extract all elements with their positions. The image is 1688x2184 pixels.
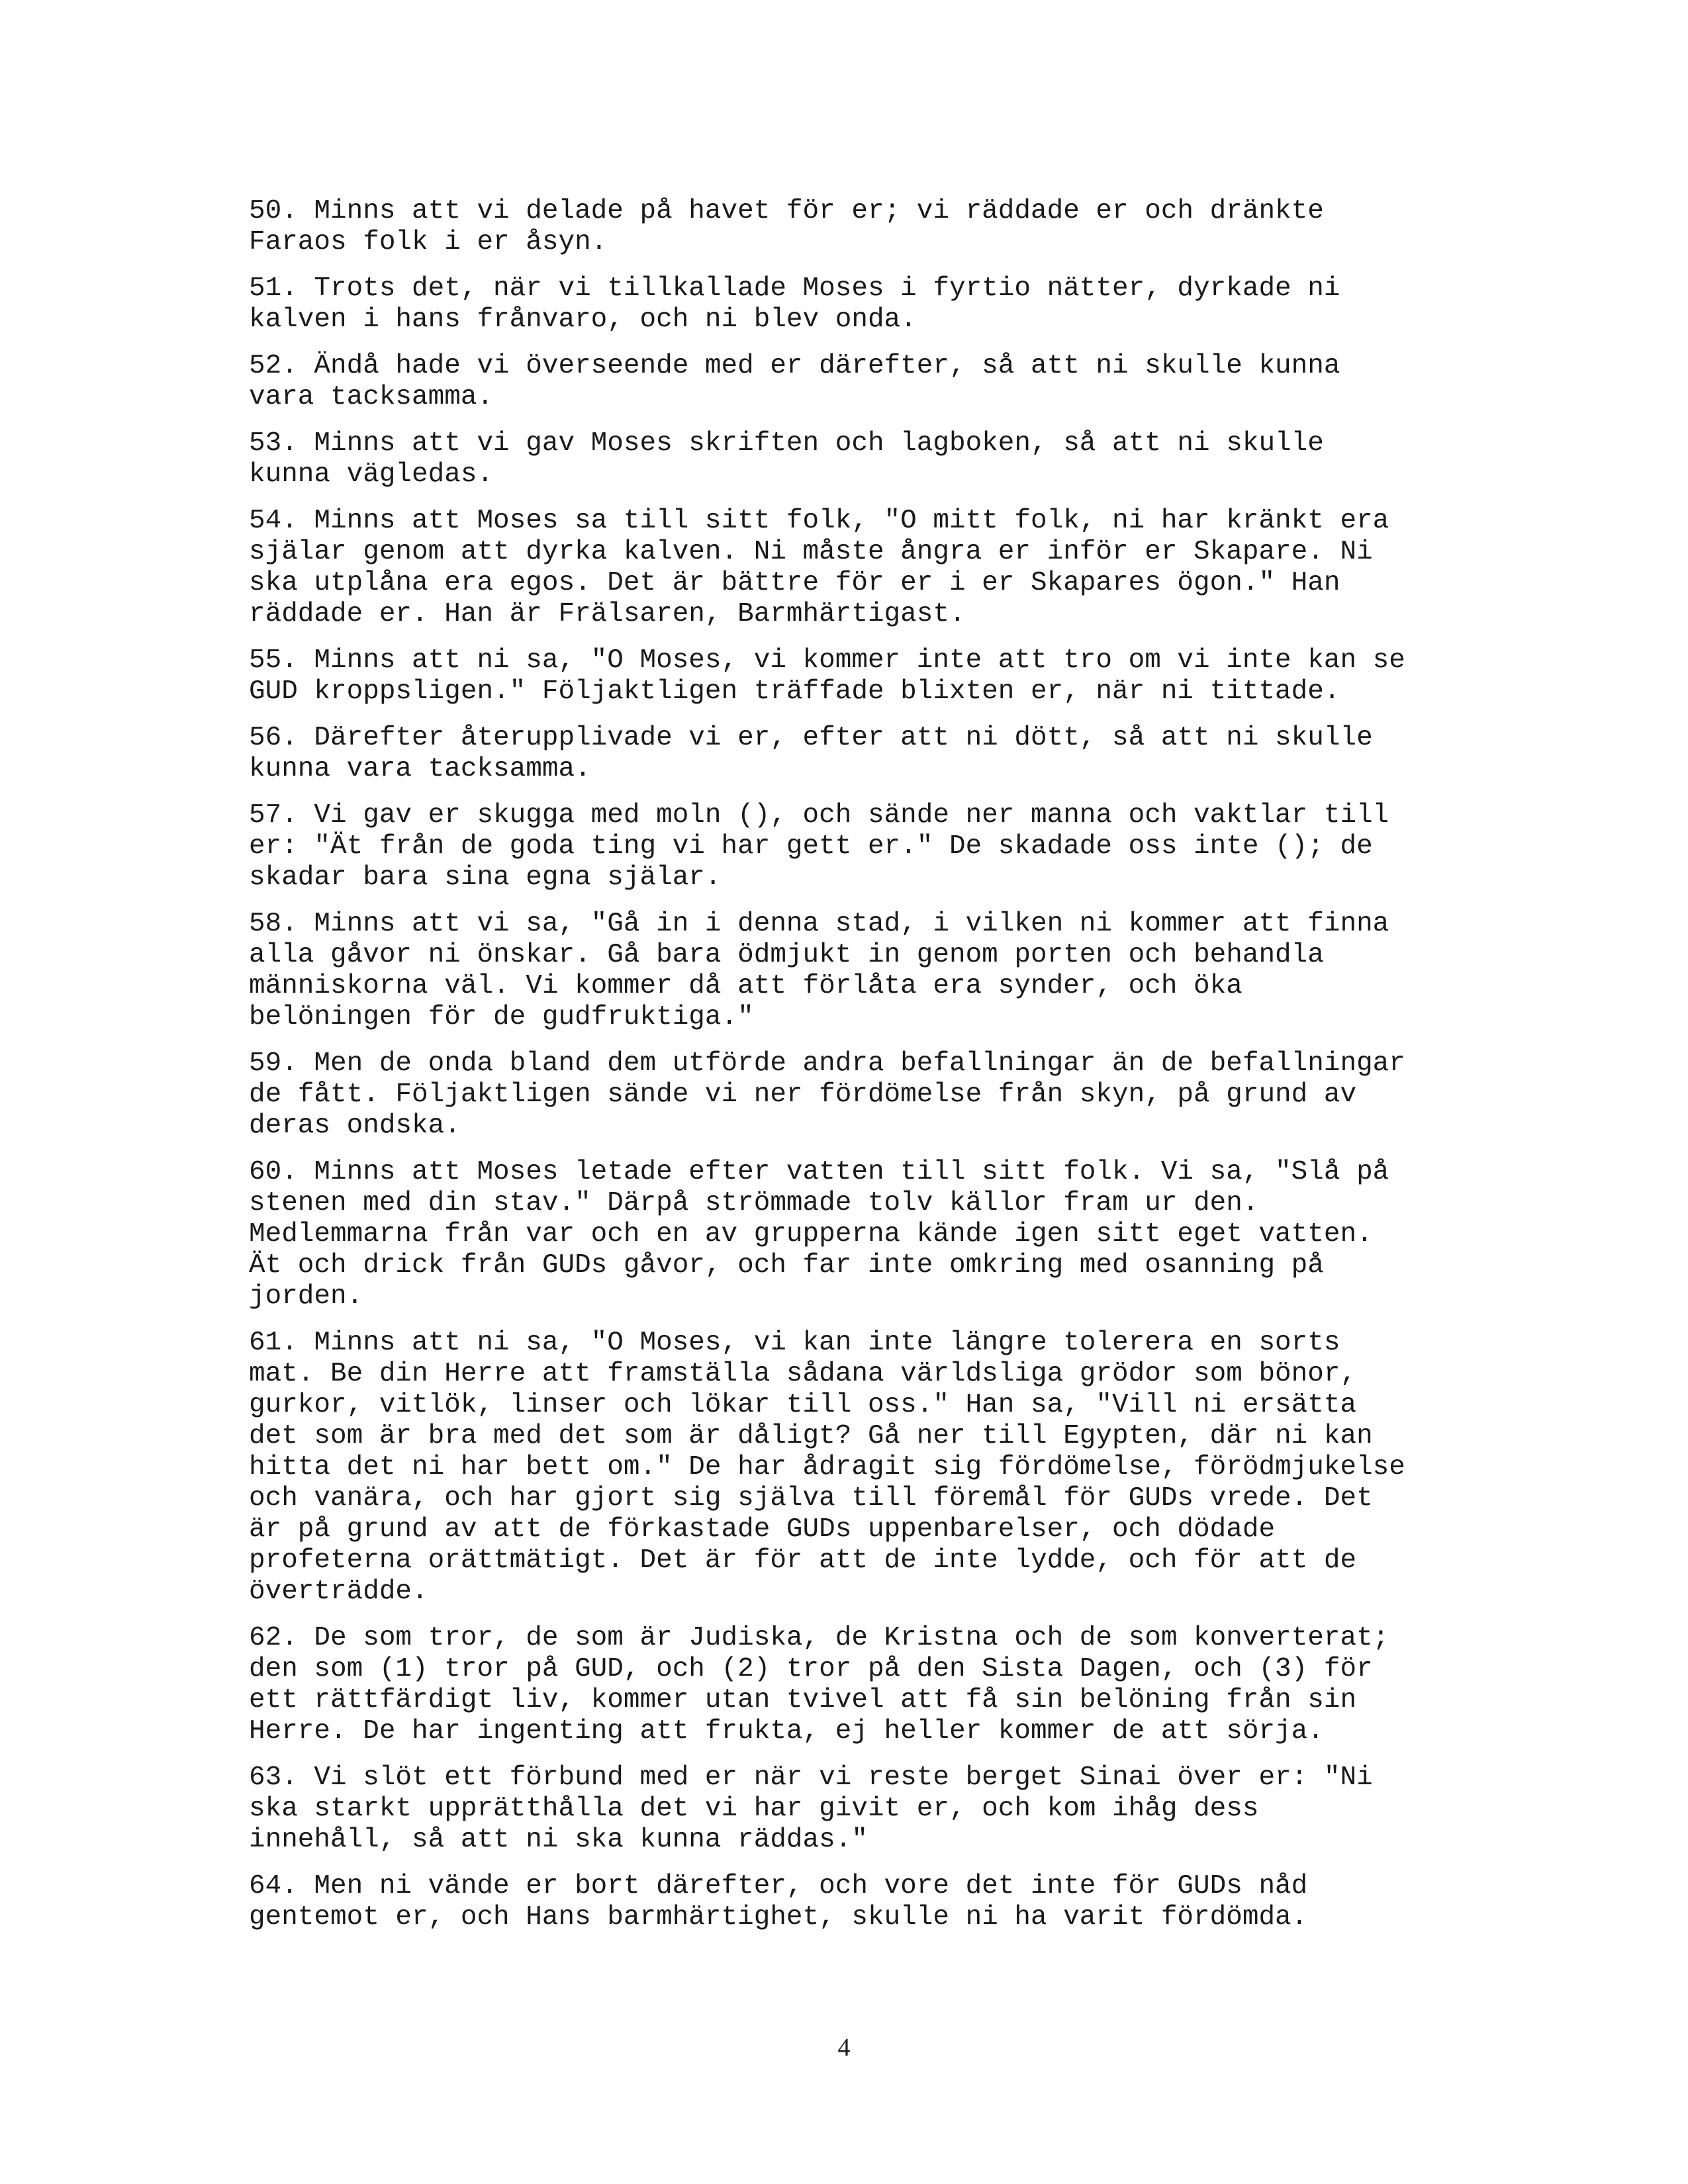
verse-55: 55. Minns att ni sa, "O Moses, vi kommer inte att tro om vi inte kan se GUD kroppsligen." Följaktligen träffade blixten er, när ni tittade. — [249, 645, 1405, 707]
verse-63: 63. Vi slöt ett förbund med er när vi reste berget Sinai över er: "Ni ska starkt upprätthålla det vi har givit er, och kom ihåg dess innehåll, så att ni ska kunna räddas." — [249, 1762, 1373, 1855]
verse-50: 50. Minns att vi delade på havet för er; vi räddade er och dränkte Faraos folk i er åsyn. — [249, 196, 1324, 257]
verse-54: 54. Minns att Moses sa till sitt folk, "O mitt folk, ni har kränkt era själar genom att dyrka kalven. Ni måste ångra er inför er Skapare. Ni ska utplåna era egos. Det är bättre för er i er Skapares ögon." Han räddade er. Han är Frälsaren, Barmhärtigast. — [249, 506, 1389, 629]
verse-62: 62. De som tror, de som är Judiska, de Kristna och de som konverterat; den som (1) tror på GUD, och (2) tror på den Sista Dagen, och (3) för ett rättfärdigt liv, kommer utan tvivel att få sin belöning från sin Herre. De har ingenting att frukta, ej heller kommer de att sörja. — [249, 1623, 1389, 1747]
verse-56: 56. Därefter återupplivade vi er, efter att ni dött, så att ni skulle kunna vara tacksamma. — [249, 723, 1373, 784]
verse-58: 58. Minns att vi sa, "Gå in i denna stad, i vilken ni kommer att finna alla gåvor ni önskar. Gå bara ödmjukt in genom porten och behandla människorna väl. Vi kommer då att förlåta era synder, och öka belöningen för de gudfruktiga." — [249, 909, 1389, 1032]
document-body — [249, 196, 1440, 1948]
verse-61: 61. Minns att ni sa, "O Moses, vi kan inte längre tolerera en sorts mat. Be din Herre att framställa sådana världsliga grödor som bönor, gurkor, vitlök, linser och lökar till oss." Han sa, "Vill ni ersätta det som är bra med det som är dåligt? Gå ner till Egypten, där ni kan hitta det ni har bett om." De har ådragit sig fördömelse, förödmjukelse och vanära, och har gjort sig själva till föremål för GUDs vrede. Det är på grund av att de förkastade GUDs uppenbarelser, och dödade profeterna orättmätigt. Det är för att de inte lydde, och för att de överträdde. — [249, 1328, 1405, 1607]
page-number: 4 — [837, 2034, 851, 2062]
verse-59: 59. Men de onda bland dem utförde andra befallningar än de befallningar de fått. Följaktligen sände vi ner fördömelse från skyn, på grund av deras ondska. — [249, 1048, 1405, 1141]
verse-60: 60. Minns att Moses letade efter vatten till sitt folk. Vi sa, "Slå på stenen med din stav." Därpå strömmade tolv källor fram ur den. Medlemmarna från var och en av grupperna kände igen sitt eget vatten. Ät och drick från GUDs gåvor, och far inte omkring med osanning på jorden. — [249, 1157, 1389, 1312]
verse-53: 53. Minns att vi gav Moses skriften och lagboken, så att ni skulle kunna vägledas. — [249, 428, 1324, 490]
verse-64: 64. Men ni vände er bort därefter, och vore det inte för GUDs nåd gentemot er, och Hans barmhärtighet, skulle ni ha varit fördömda. — [249, 1871, 1308, 1933]
verse-52: 52. Ändå hade vi överseende med er därefter, så att ni skulle kunna vara tacksamma. — [249, 351, 1340, 412]
verse-57: 57. Vi gav er skugga med moln (), och sände ner manna och vaktlar till er: "Ät från de goda ting vi har gett er." De skadade oss inte (); de skadar bara sina egna själar. — [249, 800, 1389, 893]
verse-51: 51. Trots det, när vi tillkallade Moses i fyrtio nätter, dyrkade ni kalven i hans frånvaro, och ni blev onda. — [249, 273, 1340, 335]
